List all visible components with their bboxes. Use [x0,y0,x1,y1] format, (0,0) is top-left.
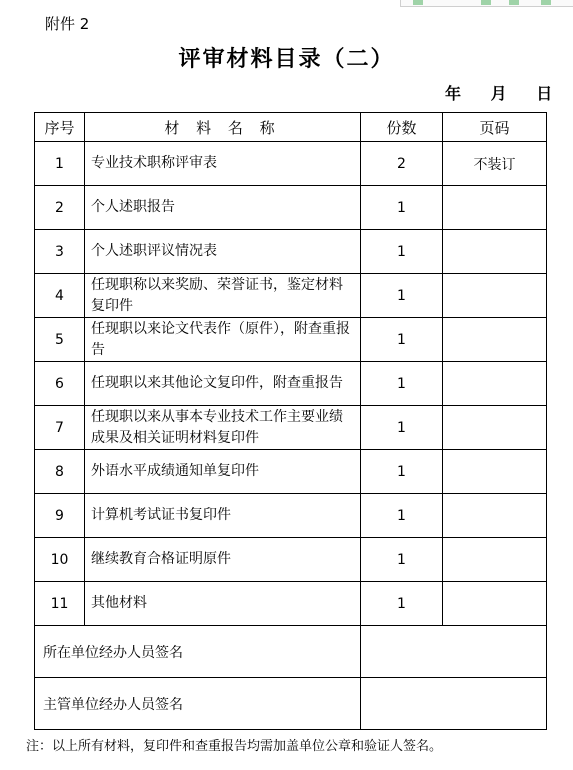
row-copies: 1 [361,494,443,538]
header-no: 序号 [35,113,85,142]
row-name: 继续教育合格证明原件 [85,538,361,582]
row-copies: 1 [361,538,443,582]
signature-unit-text: 所在单位经办人员签名 [43,644,183,661]
row-name: 外语水平成绩通知单复印件 [85,450,361,494]
row-no: 2 [35,186,85,230]
row-pages [443,494,547,538]
table-row [35,362,547,406]
signature-row-supervisor [35,678,547,730]
page-title: 评审材料目录（二） [178,47,395,72]
row-copies: 2 [361,142,443,186]
row-pages [443,230,547,274]
table-row [35,494,547,538]
row-name: 任现职称以来奖励、荣誉证书，鉴定材料复印件 [85,274,361,318]
table-body [35,142,547,626]
row-pages [443,318,547,362]
signature-supervisor-field[interactable] [361,678,547,730]
row-pages: 不装订 [443,142,547,186]
table-row [35,538,547,582]
row-copies: 1 [361,230,443,274]
row-pages [443,406,547,450]
tab-marker [481,0,491,5]
row-no: 9 [35,494,85,538]
table-row [35,142,547,186]
row-name: 任现职以来其他论文复印件，附查重报告 [85,362,361,406]
tab-marker [413,0,423,5]
header-pages: 页码 [443,113,547,142]
row-no: 3 [35,230,85,274]
row-copies: 1 [361,406,443,450]
row-copies: 1 [361,582,443,626]
row-pages [443,362,547,406]
tab-marker [541,0,551,5]
row-no: 5 [35,318,85,362]
row-copies: 1 [361,274,443,318]
row-no: 7 [35,406,85,450]
signature-supervisor-text: 主管单位经办人员签名 [43,696,183,713]
row-name: 个人述职报告 [85,186,361,230]
row-pages [443,538,547,582]
row-name: 计算机考试证书复印件 [85,494,361,538]
table-row [35,582,547,626]
table-row [35,230,547,274]
materials-table [34,112,547,730]
row-name: 其他材料 [85,582,361,626]
footer-note: 注：以上所有材料，复印件和查重报告均需加盖单位公章和验证人签名。 [26,739,443,754]
signature-row-unit [35,626,547,678]
table-row [35,318,547,362]
row-copies: 1 [361,318,443,362]
row-name: 任现职以来论文代表作（原件），附查重报告 [85,318,361,362]
row-copies: 1 [361,362,443,406]
row-no: 11 [35,582,85,626]
year-label: 年 [445,84,464,103]
row-no: 10 [35,538,85,582]
table-row [35,406,547,450]
toolbar-strip [400,0,573,7]
header-name: 材 料 名 称 [85,113,361,142]
row-name: 个人述职评议情况表 [85,230,361,274]
signature-unit-label [35,626,361,678]
row-no: 8 [35,450,85,494]
signature-supervisor-label [35,678,361,730]
row-copies: 1 [361,450,443,494]
tab-marker [509,0,519,5]
month-label: 月 [490,84,509,103]
table-header-row [35,113,547,142]
header-copies: 份数 [361,113,443,142]
row-copies: 1 [361,186,443,230]
row-name: 专业技术职称评审表 [85,142,361,186]
table-row [35,186,547,230]
attachment-label: 附件 2 [45,15,90,33]
row-name: 任现职以来从事本专业技术工作主要业绩成果及相关证明材料复印件 [85,406,361,450]
row-pages [443,186,547,230]
day-label: 日 [536,84,555,103]
row-no: 6 [35,362,85,406]
row-no: 4 [35,274,85,318]
row-pages [443,274,547,318]
table-row [35,450,547,494]
row-no: 1 [35,142,85,186]
row-pages [443,582,547,626]
date-line [445,81,554,104]
signature-unit-field[interactable] [361,626,547,678]
table-row [35,274,547,318]
row-pages [443,450,547,494]
